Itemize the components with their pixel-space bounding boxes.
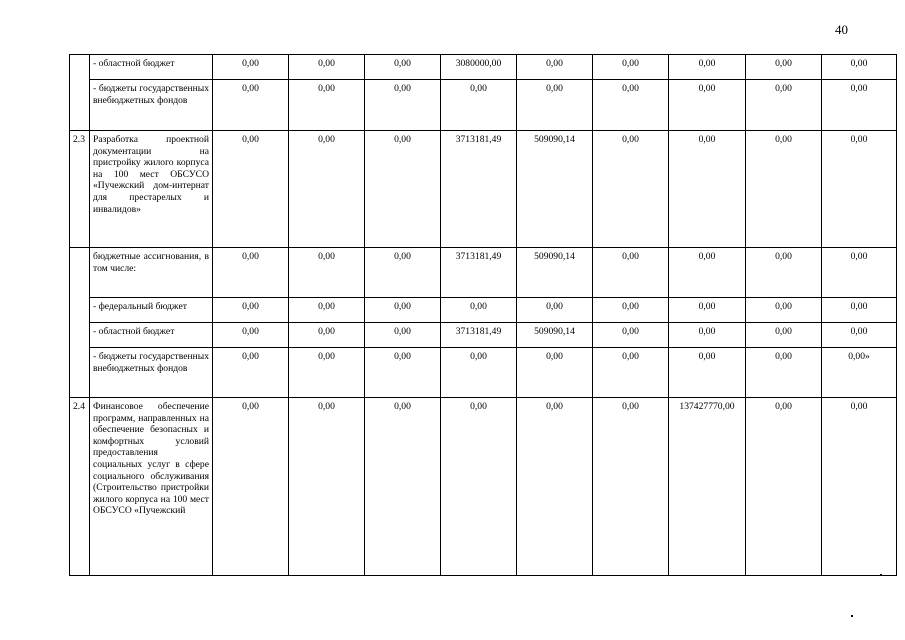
value-cell: 3713181,49 xyxy=(441,248,517,298)
value-cell: 3080000,00 xyxy=(441,55,517,80)
value-cell: 0,00 xyxy=(289,323,365,348)
row-description: бюджетные ассигнования, в том числе: xyxy=(90,248,213,298)
table-row xyxy=(70,298,897,323)
value-cell: 509090,14 xyxy=(517,323,593,348)
value-cell: 0,00 xyxy=(289,248,365,298)
value-cell: 0,00 xyxy=(822,248,897,298)
value-cell: 0,00 xyxy=(669,248,746,298)
value-cell: 0,00 xyxy=(213,398,289,576)
value-cell: 509090,14 xyxy=(517,248,593,298)
value-cell: 0,00 xyxy=(441,398,517,576)
value-cell: 0,00 xyxy=(746,131,822,248)
row-description: - федеральный бюджет xyxy=(90,298,213,323)
value-cell: 0,00 xyxy=(593,298,669,323)
value-cell: 0,00 xyxy=(669,323,746,348)
value-cell: 0,00 xyxy=(289,55,365,80)
row-description: - бюджеты государственных внебюджетных фондов xyxy=(90,348,213,398)
value-cell: 0,00 xyxy=(213,80,289,131)
value-cell: 0,00 xyxy=(746,80,822,131)
value-cell: 0,00 xyxy=(517,55,593,80)
value-cell: 0,00 xyxy=(746,323,822,348)
value-cell: 0,00 xyxy=(365,248,441,298)
value-cell: 0,00 xyxy=(517,298,593,323)
value-cell: 0,00 xyxy=(593,55,669,80)
value-cell: 0,00 xyxy=(213,298,289,323)
value-cell: 0,00 xyxy=(213,248,289,298)
value-cell: 0,00 xyxy=(213,348,289,398)
scan-speck xyxy=(851,615,853,617)
value-cell: 0,00 xyxy=(746,55,822,80)
value-cell: 0,00 xyxy=(669,348,746,398)
value-cell: 0,00 xyxy=(365,298,441,323)
value-cell: 0,00 xyxy=(213,323,289,348)
value-cell: 0,00 xyxy=(593,398,669,576)
table-row xyxy=(70,348,897,398)
value-cell: 0,00 xyxy=(822,131,897,248)
value-cell: 0,00 xyxy=(365,398,441,576)
value-cell: 0,00 xyxy=(822,298,897,323)
value-cell: 0,00 xyxy=(289,80,365,131)
table-row xyxy=(70,398,897,576)
row-description: Разработка проектной документации на пристройку жилого корпуса на 100 мест ОБСУСО «Пучежский дом-интернат для престарелых и инвалидов» xyxy=(90,131,213,248)
value-cell: 0,00 xyxy=(593,248,669,298)
value-cell: 0,00 xyxy=(441,298,517,323)
value-cell: 0,00 xyxy=(289,348,365,398)
value-cell: 0,00 xyxy=(365,131,441,248)
row-description: Финансовое обеспечение программ, направленных на обеспечение безопасных и комфортных условий предоставления социальных услуг в сфере социального обслуживания (Строительство пристройки жилого корпуса на 100 мест ОБСУСО «Пучежский xyxy=(90,398,213,576)
value-cell: 0,00 xyxy=(213,55,289,80)
value-cell: 0,00 xyxy=(669,55,746,80)
value-cell: 0,00 xyxy=(822,398,897,576)
value-cell: 0,00 xyxy=(669,80,746,131)
value-cell: 0,00 xyxy=(517,80,593,131)
value-cell: 0,00 xyxy=(746,348,822,398)
table-row xyxy=(70,248,897,298)
value-cell: 0,00 xyxy=(441,348,517,398)
value-cell: 0,00 xyxy=(365,80,441,131)
value-cell: 0,00 xyxy=(593,348,669,398)
value-cell: 0,00 xyxy=(822,323,897,348)
value-cell: 0,00 xyxy=(746,298,822,323)
value-cell: 3713181,49 xyxy=(441,323,517,348)
value-cell: 0,00 xyxy=(593,80,669,131)
value-cell: 0,00» xyxy=(822,348,897,398)
table-row xyxy=(70,55,897,80)
value-cell: 0,00 xyxy=(289,298,365,323)
row-number-cell: 2.4 xyxy=(70,398,90,576)
value-cell: 0,00 xyxy=(517,348,593,398)
value-cell: 0,00 xyxy=(365,348,441,398)
scan-speck xyxy=(880,574,882,576)
value-cell: 0,00 xyxy=(593,131,669,248)
value-cell: 0,00 xyxy=(213,131,289,248)
value-cell: 0,00 xyxy=(517,398,593,576)
value-cell: 0,00 xyxy=(441,80,517,131)
value-cell: 0,00 xyxy=(822,55,897,80)
budget-table xyxy=(69,54,897,576)
value-cell: 509090,14 xyxy=(517,131,593,248)
value-cell: 0,00 xyxy=(746,248,822,298)
value-cell: 0,00 xyxy=(289,131,365,248)
table-row xyxy=(70,323,897,348)
row-description: - бюджеты государственных внебюджетных фондов xyxy=(90,80,213,131)
value-cell: 0,00 xyxy=(669,131,746,248)
row-description: - областной бюджет xyxy=(90,323,213,348)
row-number-cell xyxy=(70,55,90,131)
table-row xyxy=(70,131,897,248)
value-cell: 0,00 xyxy=(822,80,897,131)
value-cell: 0,00 xyxy=(746,398,822,576)
value-cell: 0,00 xyxy=(365,55,441,80)
row-description: - областной бюджет xyxy=(90,55,213,80)
value-cell: 0,00 xyxy=(289,398,365,576)
value-cell: 0,00 xyxy=(669,298,746,323)
value-cell: 0,00 xyxy=(593,323,669,348)
row-number-cell xyxy=(70,248,90,398)
page-number: 40 xyxy=(835,22,848,37)
value-cell: 3713181,49 xyxy=(441,131,517,248)
value-cell: 0,00 xyxy=(365,323,441,348)
row-number-cell: 2.3 xyxy=(70,131,90,248)
table-row xyxy=(70,80,897,131)
value-cell: 137427770,00 xyxy=(669,398,746,576)
